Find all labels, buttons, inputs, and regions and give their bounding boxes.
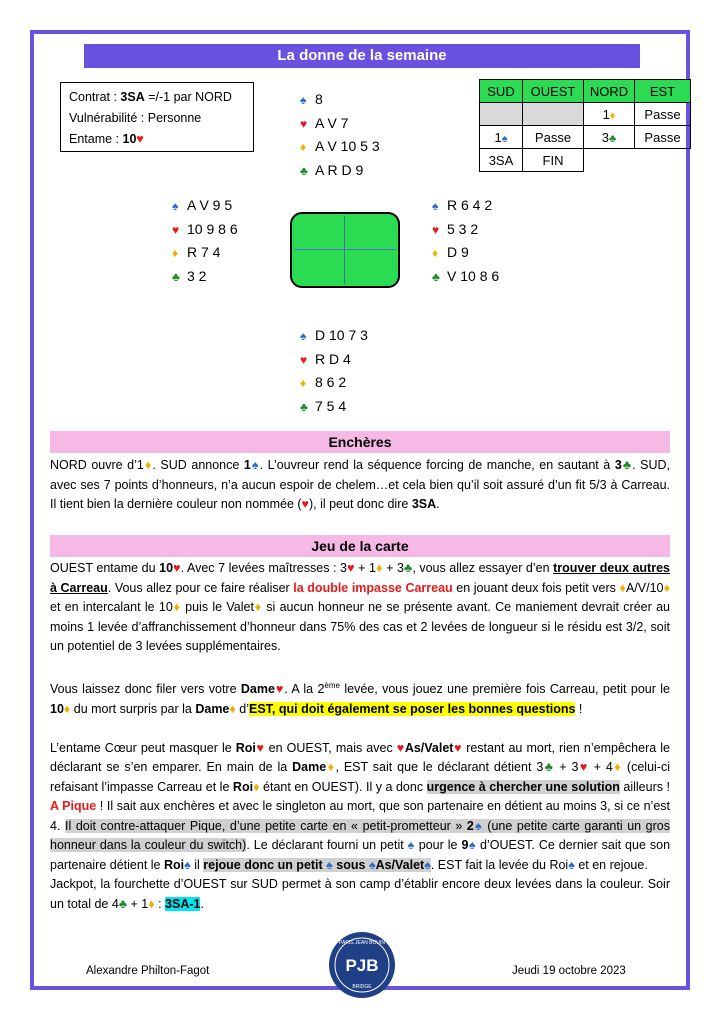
contract-line: Contrat : 3SA =/-1 par NORD [69,90,232,104]
bidding-cell: Passe [635,103,691,126]
diamond-icon: ♦ [609,109,616,122]
bidding-table [479,79,691,172]
heart-icon: ♥ [300,352,308,367]
bidding-header-est: EST [635,80,691,103]
diamond-icon: ♦ [172,246,179,260]
heart-icon: ♥ [300,116,308,131]
bidding-cell: 1♦ [584,103,635,126]
club-icon: ♣ [300,163,308,178]
east-hand: ♠ R 6 4 2 ♥ 5 3 2 ♦ D 9 ♣ V 10 8 6 [432,194,499,288]
bidding-cell: FIN [523,149,584,172]
author: Alexandre Philton-Fagot [86,965,210,977]
bidding-header-nord: NORD [584,80,635,103]
bidding-header-sud: SUD [480,80,523,103]
jeu-text: OUEST entame du 10♥. Avec 7 levées maîtresses : 3♥ + 1♦ + 3♣, vous allez essayer d’en trouver deux autres à Carreau. Vous allez pour ce faire réaliser la double impasse Carreau en jouant deux fois petit vers ♦A/V/10♦ et en intercalant le 10♦ puis le Valet♦ si aucun honneur ne se présente avant. Ce maniement devrait créer au moins 1 levée d’affranchissement d’honneur dans 75% des cas et 2 levées de longueur si le résidu est 3/2, soit un potentiel de 3 levées supplémentaires. Vous laissez donc filer vers votre Dame♥. A la 2ème levée, vous jouez une première fois Carreau, petit pour le 10♦ du mort surpris par la Dame♦ d’EST, qui doit également se poser les bonnes questions ! L’entame Cœur peut masquer le Roi♥ en OUEST, mais avec ♥As/Valet♥ restant au mort, rien n’empêchera le déclarant se s’en emparer. En main de la Dame♦, EST sait que le déclarant détient 3♣ + 3♥ + 4♦ (celui-ci refaisant l’impasse Carreau et le Roi♦ étant en OUEST). Il y a donc urgence à chercher une solution ailleurs ! A Pique ! Il sait aux enchères et avec le singleton au mort, que son partenaire en détient au moins 3, si ce n’est 4. Il doit contre-attaquer Pique, d’une petite carte en « petit-prometteur » 2♠ (une petite carte garanti un gros honneur dans la couleur du switch). Le déclarant fourni un petit ♠ pour le 9♠ d’OUEST. Ce dernier sait que son partenaire détient le Roi♠ il rejoue donc un petit ♠ sous ♠As/Valet♠. EST fait la levée du Roi♠ et en rejoue. Jackpot, la fourchette d’OUEST sur SUD permet à son camp d’établir encore deux levées dans la couleur. Soir un total de 4♣ + 1♦ : 3SA-1. [50,561,671,911]
club-icon: ♣ [172,269,180,284]
section-encheres-title: Enchères [50,431,670,453]
bidding-cell: 3♣ [584,126,635,149]
bidding-cell [480,103,523,126]
spade-icon: ♠ [172,199,179,213]
diamond-icon: ♦ [300,376,307,390]
logo-letters: PJB [345,956,379,975]
logo-top-text: PARIS JEAN BOUIN [338,940,386,946]
spade-icon: ♠ [501,132,508,145]
bidding-cell [523,103,584,126]
encheres-text: NORD ouvre d’1♦. SUD annonce 1♠. L’ouvreur rend la séquence forcing de manche, en sautant à 3♣. SUD, avec ses 7 points d’honneurs, n’a aucun espoir de chelem…et cela bien qu’il soit assuré d’un fit 5/3 à Carreau. Il tient bien la dernière couleur non nommée (♥), il peut donc dire 3SA. [50,458,671,511]
page-title: La donne de la semaine [84,44,640,68]
north-hand: ♠ 8 ♥ A V 7 ♦ A V 10 5 3 ♣ A R D 9 [300,88,380,182]
bidding-cell: Passe [635,126,691,149]
spade-icon: ♠ [432,199,439,213]
section-jeu-title: Jeu de la carte [50,535,670,557]
bidding-cell: Passe [523,126,584,149]
heart-icon: ♥ [136,132,144,146]
spade-icon: ♠ [300,93,307,107]
bridge-table [290,212,400,288]
contract-box [60,82,254,152]
club-icon: ♣ [432,269,440,284]
logo-bottom-text: BRIDGE [352,984,372,990]
diamond-icon: ♦ [432,246,439,260]
club-logo [327,930,397,1000]
date: Jeudi 19 octobre 2023 [512,965,626,977]
south-hand: ♠ D 10 7 3 ♥ R D 4 ♦ 8 6 2 ♣ 7 5 4 [300,324,368,418]
heart-icon: ♥ [172,222,180,237]
west-hand: ♠ A V 9 5 ♥ 10 9 8 6 ♦ R 7 4 ♣ 3 2 [172,194,238,288]
bidding-cell: 3SA [480,149,523,172]
club-icon: ♣ [609,132,617,145]
bidding-cell: 1♠ [480,126,523,149]
vulnerability-line: Vulnérabilité : Personne [69,111,202,125]
heart-icon: ♥ [432,222,440,237]
spade-icon: ♠ [300,329,307,343]
diamond-icon: ♦ [300,140,307,154]
lead-line: Entame : 10♥ [69,132,144,146]
bidding-header-ouest: OUEST [523,80,584,103]
club-icon: ♣ [300,399,308,414]
